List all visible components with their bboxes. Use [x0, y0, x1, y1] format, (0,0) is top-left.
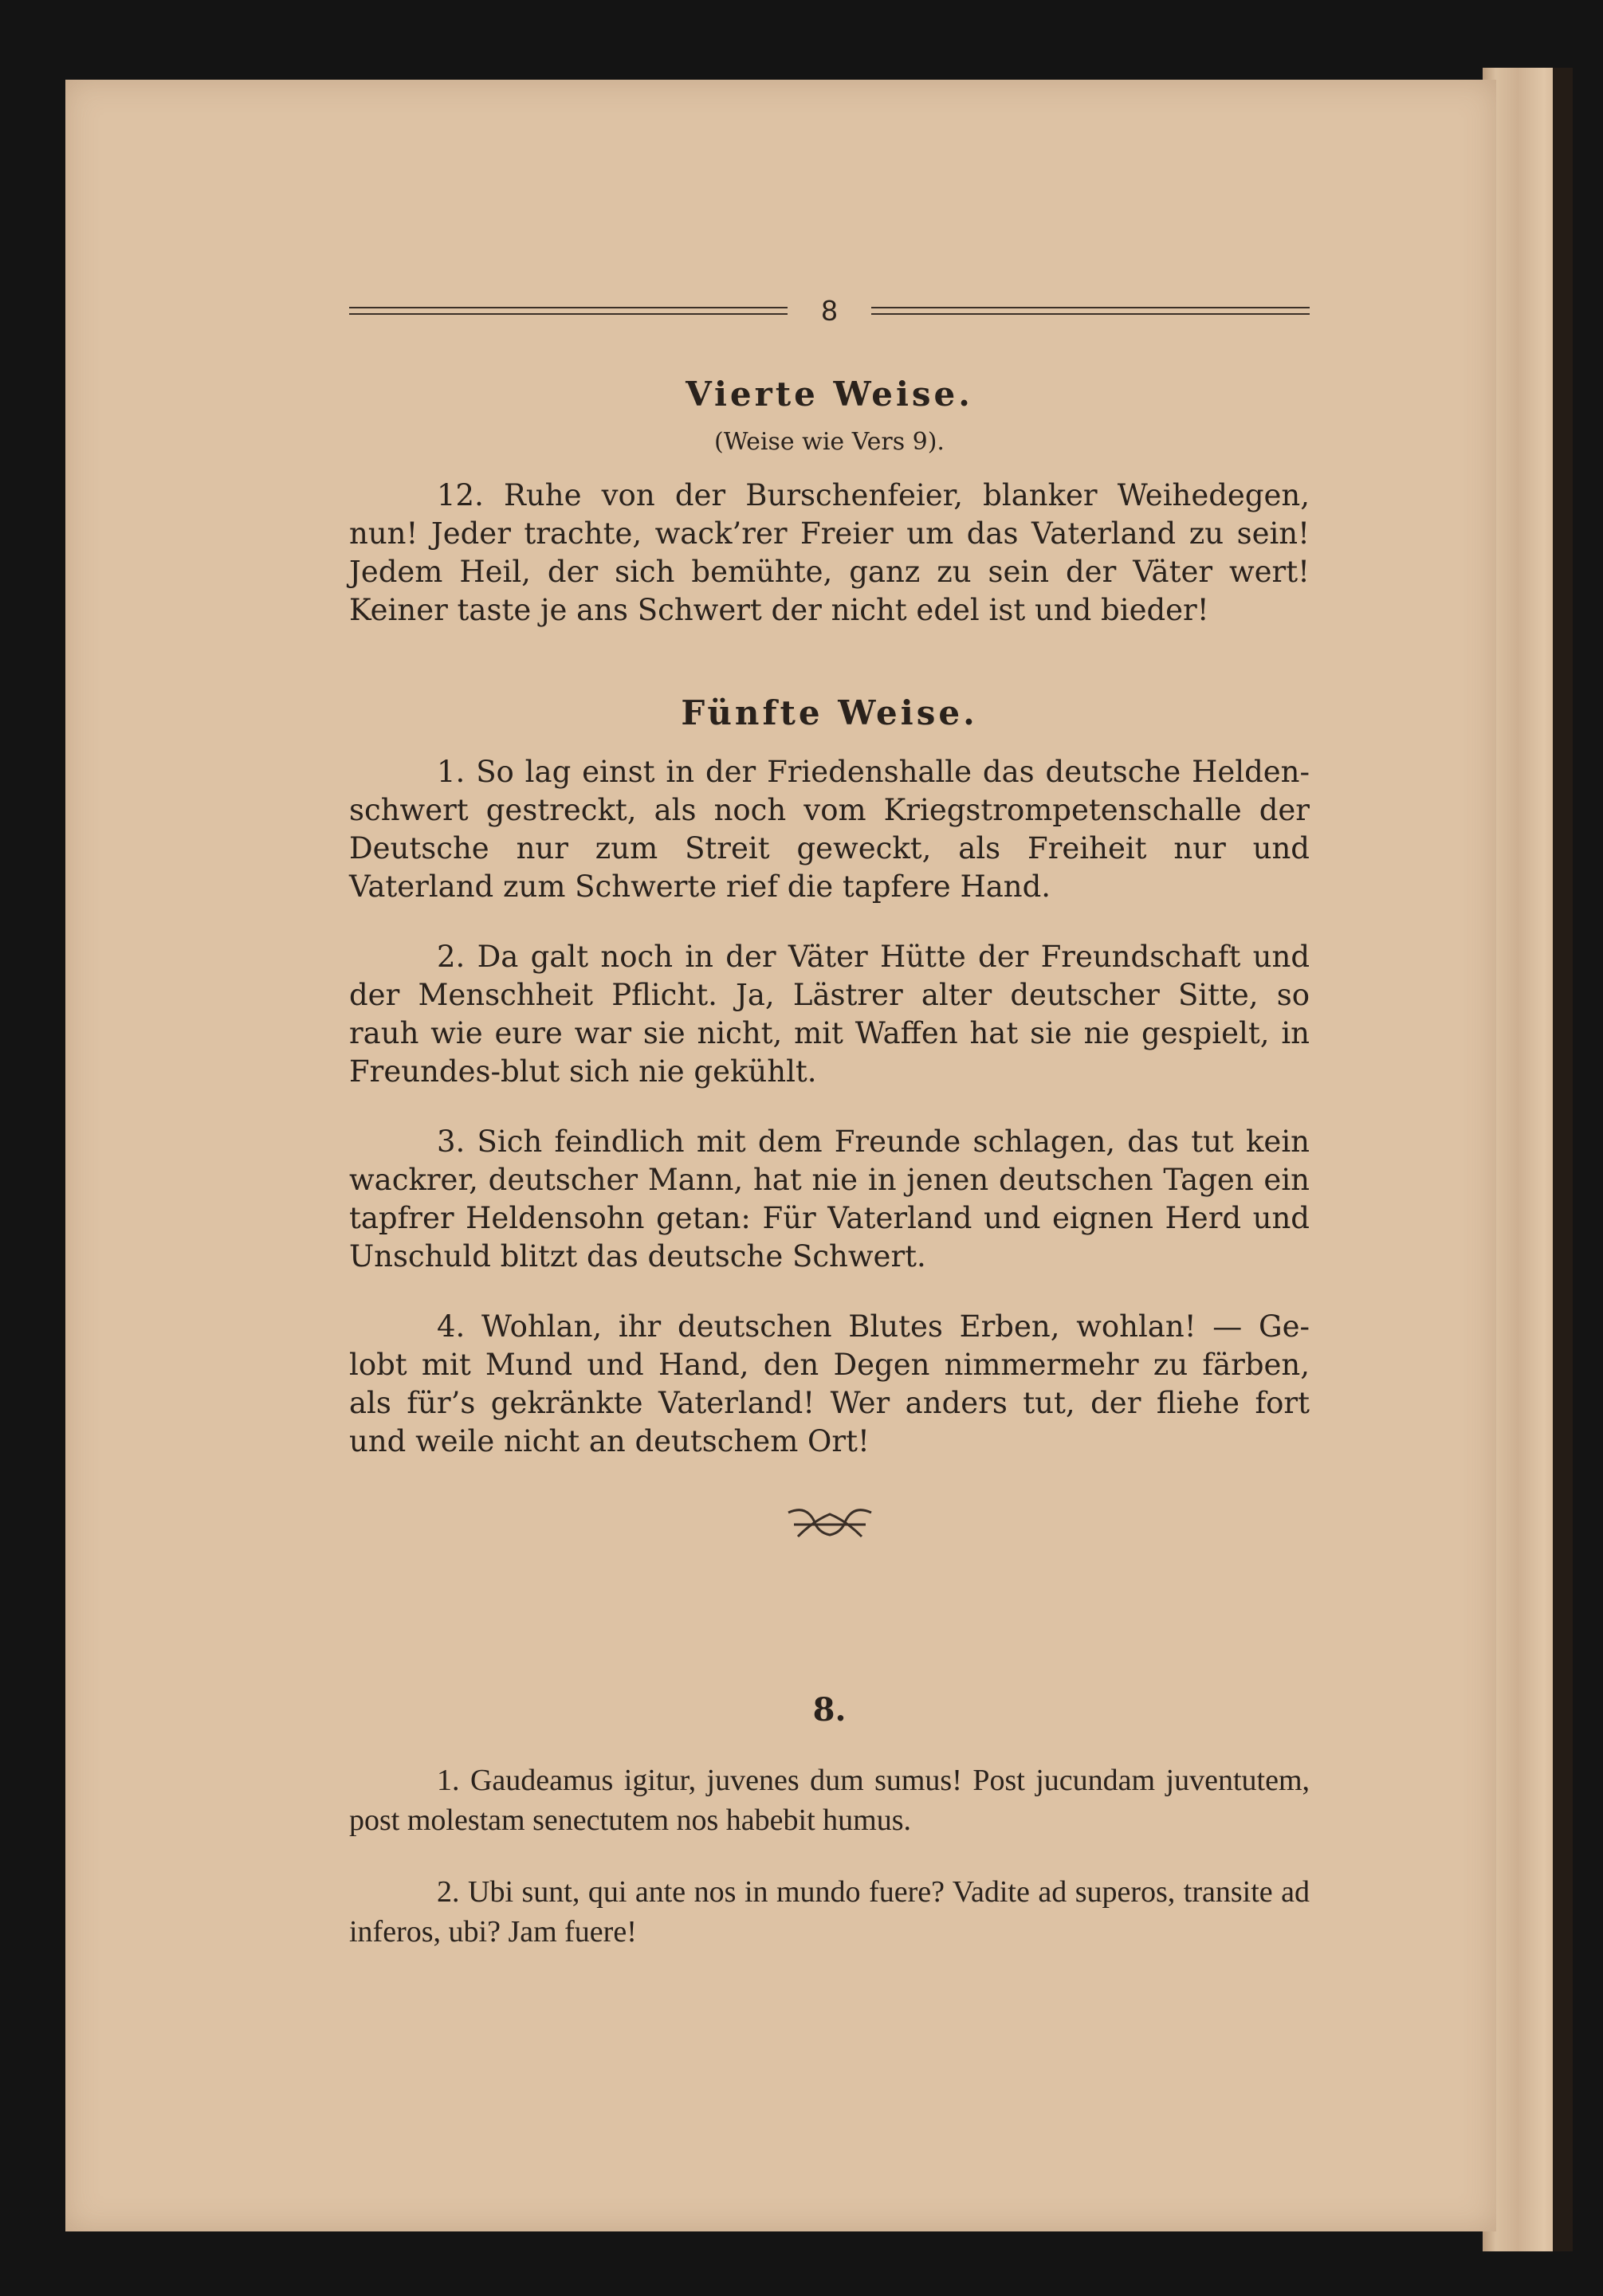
verse-number: 2.: [437, 940, 466, 974]
section-fuenfte-weise: [349, 693, 1310, 1461]
verse-paragraph: [349, 477, 1310, 630]
verse-text: Wohlan, ihr deutschen Blutes Erben, wohlan! — Ge-lobt mit Mund und Hand, den Degen nimmermehr zu färben, als für’s gekränkte Vaterland! Wer anders tut, der fliehe fort und weile nicht an deutschem Ort!: [349, 1309, 1310, 1458]
page-number: 8: [821, 294, 838, 327]
verse-text: Gaudeamus igitur, juvenes dum sumus! Post jucundam juventutem, post molestam senectutem nos habebit humus.: [349, 1764, 1310, 1837]
verse-paragraph: [349, 1872, 1310, 1952]
verse-text: Da galt noch in der Väter Hütte der Freundschaft und der Menschheit Pflicht. Ja, Lästrer alter deutscher Sitte, so rauh wie eure war sie nicht, mit Waffen hat sie nie gespielt, in Freundes-blut sich nie gekühlt.: [349, 940, 1310, 1089]
section-title: Fünfte Weise.: [681, 693, 978, 732]
header-rule-right: [871, 307, 1310, 315]
verse-paragraph: [349, 1308, 1310, 1461]
verse-paragraph: [349, 938, 1310, 1091]
verse-text: Ubi sunt, qui ante nos in mundo fuere? Vadite ad superos, transite ad inferos, ubi? Jam fuere!: [349, 1875, 1310, 1949]
section-eight: [349, 1691, 1310, 1952]
verse-text: Sich feindlich mit dem Freunde schlagen, das tut kein wackrer, deutscher Mann, hat nie in jenen deutschen Tagen ein tapfrer Heldensohn getan: Für Vaterland und eignen Herd und Unschuld blitzt das deutsche Schwert.: [349, 1124, 1310, 1274]
page-header: [349, 287, 1310, 335]
verse-number: 2.: [437, 1875, 460, 1909]
verse-paragraph: [349, 753, 1310, 906]
verse-paragraph: [349, 1123, 1310, 1276]
verse-number: 1.: [437, 1764, 460, 1797]
verse-number: 3.: [437, 1124, 466, 1159]
vignette-ornament-icon: [349, 1505, 1310, 1548]
header-rule-left: [349, 307, 788, 315]
verse-text: Ruhe von der Burschenfeier, blanker Weihedegen, nun! Jeder trachte, wack’rer Freier um das Vaterland zu sein! Jedem Heil, der sich bemühte, ganz zu sein der Väter wert! Keiner taste je ans Schwert der nicht edel ist und bieder!: [349, 478, 1310, 627]
section-vierte-weise: [349, 375, 1310, 630]
verse-paragraph: [349, 1760, 1310, 1840]
section-subtitle: (Weise wie Vers 9).: [714, 428, 945, 456]
verse-number: 1.: [437, 755, 466, 789]
section-title: Vierte Weise.: [686, 375, 973, 414]
page-content: [349, 287, 1310, 1982]
verse-number: 12.: [437, 478, 484, 512]
verse-text: So lag einst in der Friedenshalle das deutsche Helden-schwert gestreckt, als noch vom Kriegstrompetenschalle der Deutsche nur zum Streit geweckt, als Freiheit nur und Vaterland zum Schwerte rief die tapfere Hand.: [349, 755, 1310, 904]
section-number: 8.: [812, 1691, 847, 1729]
verse-number: 4.: [437, 1309, 466, 1344]
book-edge-shadow: [1553, 68, 1573, 2251]
